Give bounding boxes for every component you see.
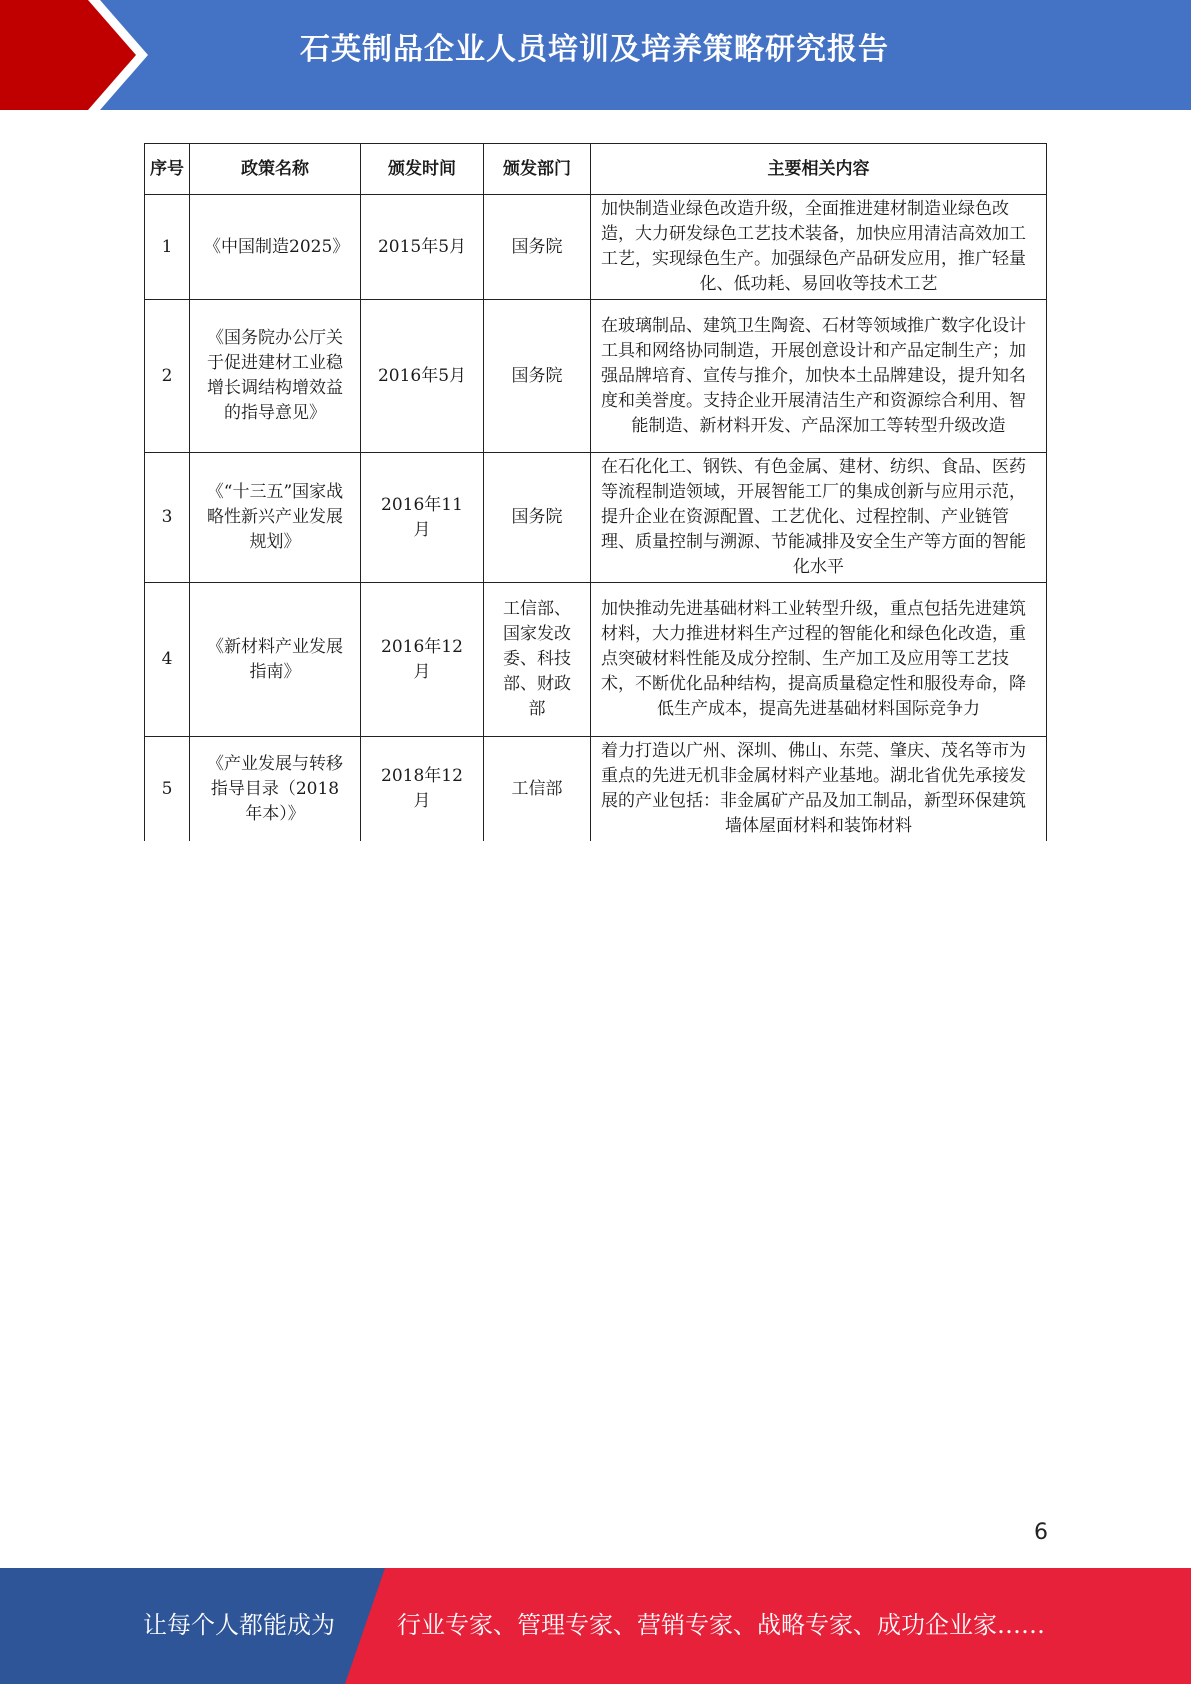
row-issuing-dept: 工信部、国家发改委、科技部、财政部 [484, 583, 591, 737]
table-row [145, 737, 1047, 842]
table-row [145, 583, 1047, 737]
row-policy-name: 《新材料产业发展指南》 [190, 583, 361, 737]
policy-table [144, 143, 1047, 841]
row-policy-name: 《国务院办公厅关于促进建材工业稳增长调结构增效益的指导意见》 [190, 300, 361, 453]
row-main-content: 在石化化工、钢铁、有色金属、建材、纺织、食品、医药等流程制造领域，开展智能工厂的集成创新与应用示范，提升企业在资源配置、工艺优化、过程控制、产业链管理、质量控制与溯源、节能减排及安全生产等方面的智能化水平 [591, 453, 1047, 583]
table-row [145, 300, 1047, 453]
page-footer [0, 1568, 1191, 1684]
table-header-row [145, 144, 1047, 195]
header-issuing-dept: 颁发部门 [484, 144, 591, 195]
row-issuing-dept: 国务院 [484, 300, 591, 453]
row-serial: 2 [145, 300, 190, 453]
header-main-content: 主要相关内容 [591, 144, 1047, 195]
row-serial: 4 [145, 583, 190, 737]
page-header [0, 0, 1191, 110]
row-issuing-dept: 国务院 [484, 195, 591, 300]
page-number: 6 [1034, 1520, 1048, 1545]
header-policy-name: 政策名称 [190, 144, 361, 195]
header-issue-date: 颁发时间 [361, 144, 484, 195]
table-row [145, 453, 1047, 583]
row-policy-name: 《中国制造2025》 [190, 195, 361, 300]
header-serial: 序号 [145, 144, 190, 195]
row-serial: 1 [145, 195, 190, 300]
row-issue-date: 2016年5月 [361, 300, 484, 453]
row-issue-date: 2015年5月 [361, 195, 484, 300]
table-row [145, 195, 1047, 300]
row-main-content: 在玻璃制品、建筑卫生陶瓷、石材等领域推广数字化设计工具和网络协同制造，开展创意设计和产品定制生产；加强品牌培育、宣传与推介，加快本土品牌建设，提升知名度和美誉度。支持企业开展清洁生产和资源综合利用、智能制造、新材料开发、产品深加工等转型升级改造 [591, 300, 1047, 453]
footer-slogan-left: 让每个人都能成为 [143, 1611, 335, 1639]
row-main-content: 着力打造以广州、深圳、佛山、东莞、肇庆、茂名等市为重点的先进无机非金属材料产业基地。湖北省优先承接发展的产业包括：非金属矿产品及加工制品，新型环保建筑墙体屋面材料和装饰材料 [591, 737, 1047, 842]
row-issue-date: 2016年12月 [361, 583, 484, 737]
row-serial: 5 [145, 737, 190, 842]
report-title: 石英制品企业人员培训及培养策略研究报告 [300, 32, 889, 67]
row-issue-date: 2016年11月 [361, 453, 484, 583]
row-policy-name: 《“十三五”国家战略性新兴产业发展规划》 [190, 453, 361, 583]
row-main-content: 加快制造业绿色改造升级，全面推进建材制造业绿色改造，大力研发绿色工艺技术装备，加快应用清洁高效加工工艺，实现绿色生产。加强绿色产品研发应用，推广轻量化、低功耗、易回收等技术工艺 [591, 195, 1047, 300]
row-issuing-dept: 工信部 [484, 737, 591, 842]
row-issuing-dept: 国务院 [484, 453, 591, 583]
row-issue-date: 2018年12月 [361, 737, 484, 842]
policy-table-container [144, 143, 1046, 841]
row-main-content: 加快推动先进基础材料工业转型升级，重点包括先进建筑材料，大力推进材料生产过程的智能化和绿色化改造，重点突破材料性能及成分控制、生产加工及应用等工艺技术，不断优化品种结构，提高质量稳定性和服役寿命，降低生产成本，提高先进基础材料国际竞争力 [591, 583, 1047, 737]
row-policy-name: 《产业发展与转移指导目录（2018年本）》 [190, 737, 361, 842]
footer-slogan-right: 行业专家、管理专家、营销专家、战略专家、成功企业家…… [397, 1611, 1045, 1639]
row-serial: 3 [145, 453, 190, 583]
